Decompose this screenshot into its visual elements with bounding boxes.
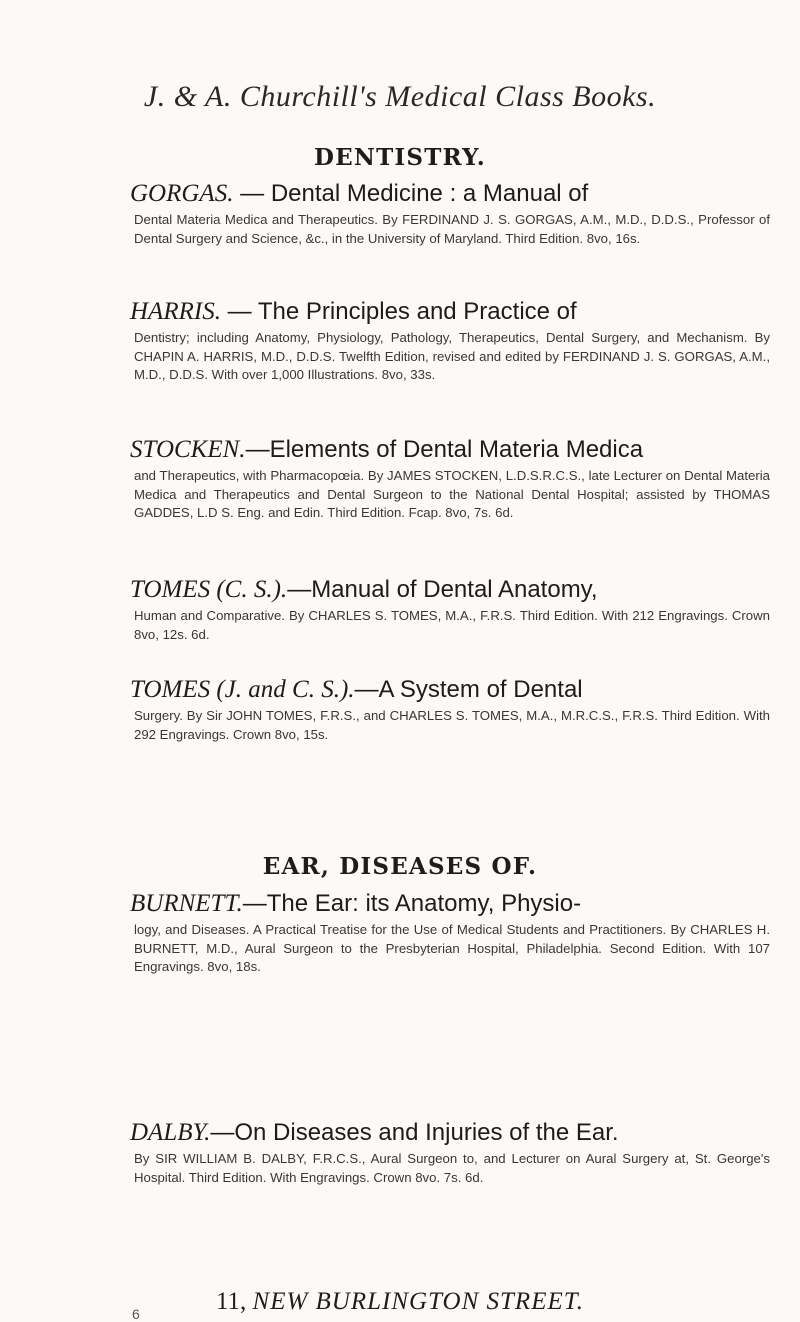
book-entry-harris: [130, 294, 770, 385]
entry-title: On Diseases and Injuries of the Ear.: [234, 1119, 619, 1146]
book-entry-dalby: [130, 1115, 770, 1187]
entry-head: [130, 432, 770, 467]
signature-mark: 6: [132, 1306, 140, 1322]
entry-separator: —: [287, 576, 312, 603]
entry-separator: —: [233, 180, 271, 207]
entry-separator: —: [242, 890, 267, 917]
section-heading-ear: EAR, DISEASES OF.: [262, 853, 538, 880]
entry-head: [130, 1115, 770, 1150]
entry-head: [130, 294, 770, 329]
entry-head: [130, 572, 770, 607]
entry-head: [130, 886, 770, 921]
entry-description: and Therapeutics, with Pharmacopœia. By JAMES STOCKEN, L.D.S.R.C.S., late Lecturer on Dental Materia Medica and Therapeutics and Dental Surgeon to the National Dental Hospital; assisted by THOMAS GADDES, L.D S. Eng. and Edin. Third Edition. Fcap. 8vo, 7s. 6d.: [134, 468, 770, 521]
book-entry-gorgas: [130, 176, 770, 248]
book-entry-burnett: [130, 886, 770, 977]
running-header: J. & A. Churchill's Medical Class Books.: [143, 80, 657, 113]
entry-description: Human and Comparative. By CHARLES S. TOMES, M.A., F.R.S. Third Edition. With 212 Engravings. Crown 8vo, 12s. 6d.: [134, 608, 770, 642]
entry-author: TOMES (J. and C. S.).: [130, 676, 355, 703]
entry-author: STOCKEN.: [130, 436, 246, 463]
entry-author: BURNETT.: [130, 890, 243, 917]
entry-title: The Ear: its Anatomy, Physio-: [266, 890, 582, 917]
entry-head: [130, 672, 770, 707]
entry-separator: —: [354, 676, 379, 703]
entry-title: Elements of Dental Materia Medica: [269, 436, 644, 463]
entry-title: The Principles and Practice of: [257, 298, 577, 325]
entry-description: logy, and Diseases. A Practical Treatise for the Use of Medical Students and Practitioners. By CHARLES H. BURNETT, M.D., Aural Surgeon to the Presbyterian Hospital, Philadelphia. Second Edition. With 107 Engravings. 8vo, 18s.: [134, 922, 770, 975]
entry-separator: —: [220, 298, 258, 325]
section-heading-dentistry: DENTISTRY.: [314, 144, 486, 171]
book-entry-stocken: [130, 432, 770, 523]
entry-separator: —: [210, 1119, 235, 1146]
book-entry-tomes-j-and-c-s: [130, 672, 770, 744]
entry-head: [130, 176, 770, 211]
entry-title: A System of Dental: [378, 676, 583, 703]
entry-title: Manual of Dental Anatomy,: [311, 576, 598, 603]
address-street: NEW BURLINGTON STREET.: [252, 1288, 585, 1315]
entry-author: HARRIS.: [130, 298, 221, 325]
entry-title: Dental Medicine : a Manual of: [270, 180, 589, 207]
book-entry-tomes-c-s: [130, 572, 770, 644]
entry-description: By SIR WILLIAM B. DALBY, F.R.C.S., Aural Surgeon to, and Lecturer on Aural Surgery at, St. George's Hospital. Third Edition. With Engravings. Crown 8vo. 7s. 6d.: [134, 1151, 770, 1185]
publisher-address: [0, 1288, 800, 1316]
entry-author: TOMES (C. S.).: [130, 576, 288, 603]
address-number: 11,: [215, 1288, 247, 1315]
entry-separator: —: [245, 436, 270, 463]
entry-description: Dental Materia Medica and Therapeutics. By FERDINAND J. S. GORGAS, A.M., M.D., D.D.S., Professor of Dental Surgery and Science, &c., in the University of Maryland. Third Edition. 8vo, 16s.: [134, 212, 770, 246]
entry-author: GORGAS.: [130, 180, 234, 207]
entry-author: DALBY.: [130, 1119, 211, 1146]
entry-description: Dentistry; including Anatomy, Physiology, Pathology, Therapeutics, Dental Surgery, and Mechanism. By CHAPIN A. HARRIS, M.D., D.D.S. Twelfth Edition, revised and edited by FERDINAND J. S. GORGAS, A.M., M.D., D.D.S. With over 1,000 Illustrations. 8vo, 33s.: [134, 330, 770, 383]
entry-description: Surgery. By Sir JOHN TOMES, F.R.S., and CHARLES S. TOMES, M.A., M.R.C.S., F.R.S. Third Edition. With 292 Engravings. Crown 8vo, 15s.: [134, 708, 770, 742]
